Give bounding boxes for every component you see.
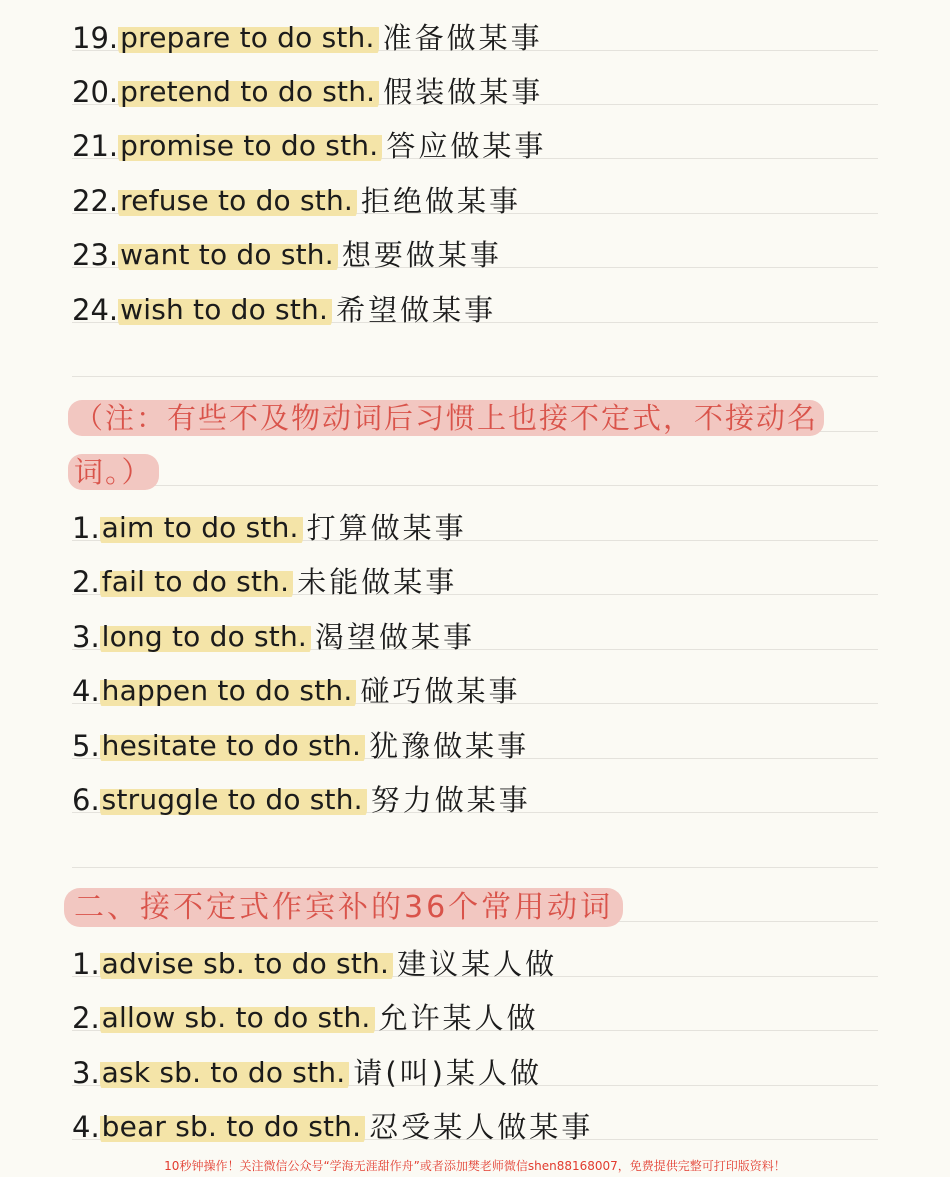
item-number: 4. bbox=[72, 1110, 100, 1144]
chinese-meaning: 建议某人做 bbox=[397, 947, 558, 981]
list-item bbox=[72, 12, 543, 58]
item-number: 21. bbox=[72, 129, 119, 163]
english-phrase: wish to do sth. bbox=[118, 290, 332, 330]
list-item bbox=[72, 1101, 593, 1147]
english-phrase: allow sb. to do sth. bbox=[100, 998, 375, 1038]
list-item bbox=[72, 774, 531, 820]
item-number: 22. bbox=[72, 184, 119, 218]
note-text: （注：有些不及物动词后习惯上也接不定式，不接动名 bbox=[68, 400, 824, 436]
section-heading bbox=[64, 886, 623, 930]
chinese-meaning: 未能做某事 bbox=[297, 565, 458, 599]
ruled-line bbox=[72, 376, 878, 377]
chinese-meaning: 请(叫)某人做 bbox=[353, 1056, 542, 1090]
chinese-meaning: 拒绝做某事 bbox=[361, 184, 522, 218]
list-item bbox=[72, 502, 467, 548]
english-phrase: pretend to do sth. bbox=[118, 72, 379, 112]
list-item bbox=[72, 66, 543, 112]
chinese-meaning: 希望做某事 bbox=[336, 293, 497, 327]
english-phrase: aim to do sth. bbox=[100, 508, 303, 548]
chinese-meaning: 允许某人做 bbox=[378, 1001, 539, 1035]
item-number: 19. bbox=[72, 21, 119, 55]
section-heading-text: 二、接不定式作宾补的36个常用动词 bbox=[64, 888, 623, 927]
item-number: 20. bbox=[72, 75, 119, 109]
english-phrase: hesitate to do sth. bbox=[100, 726, 365, 766]
list-item bbox=[72, 992, 539, 1038]
list-item bbox=[72, 229, 502, 275]
list-item bbox=[72, 665, 520, 711]
list-item bbox=[72, 611, 475, 657]
note-line-2 bbox=[68, 452, 159, 492]
footer-note: 10秒钟操作！关注微信公众号“学海无涯甜作舟”或者添加樊老师微信shen88168007，免费提供完整可打印版资料！ bbox=[164, 1159, 786, 1173]
ruled-line bbox=[72, 867, 878, 868]
item-number: 4. bbox=[72, 674, 100, 708]
english-phrase: struggle to do sth. bbox=[100, 780, 367, 820]
english-phrase: promise to do sth. bbox=[118, 126, 382, 166]
item-number: 3. bbox=[72, 1056, 100, 1090]
english-phrase: bear sb. to do sth. bbox=[100, 1107, 366, 1147]
list-item bbox=[72, 175, 521, 221]
list-item bbox=[72, 938, 557, 984]
note-text: 词。） bbox=[68, 454, 159, 490]
item-number: 2. bbox=[72, 1001, 100, 1035]
chinese-meaning: 渴望做某事 bbox=[315, 620, 476, 654]
english-phrase: refuse to do sth. bbox=[118, 181, 357, 221]
chinese-meaning: 努力做某事 bbox=[370, 783, 531, 817]
list-item bbox=[72, 120, 546, 166]
chinese-meaning: 假装做某事 bbox=[383, 75, 544, 109]
list-item bbox=[72, 284, 496, 330]
item-number: 23. bbox=[72, 238, 119, 272]
item-number: 6. bbox=[72, 783, 100, 817]
ruled-line bbox=[72, 485, 878, 486]
english-phrase: ask sb. to do sth. bbox=[100, 1053, 350, 1093]
chinese-meaning: 犹豫做某事 bbox=[369, 729, 530, 763]
item-number: 24. bbox=[72, 293, 119, 327]
item-number: 2. bbox=[72, 565, 100, 599]
list-item bbox=[72, 1047, 542, 1093]
list-item bbox=[72, 720, 529, 766]
item-number: 3. bbox=[72, 620, 100, 654]
item-number: 5. bbox=[72, 729, 100, 763]
chinese-meaning: 答应做某事 bbox=[386, 129, 547, 163]
english-phrase: long to do sth. bbox=[100, 617, 311, 657]
english-phrase: happen to do sth. bbox=[100, 671, 357, 711]
english-phrase: advise sb. to do sth. bbox=[100, 944, 393, 984]
chinese-meaning: 碰巧做某事 bbox=[360, 674, 521, 708]
chinese-meaning: 打算做某事 bbox=[306, 511, 467, 545]
item-number: 1. bbox=[72, 947, 100, 981]
list-item bbox=[72, 556, 457, 602]
item-number: 1. bbox=[72, 511, 100, 545]
chinese-meaning: 忍受某人做某事 bbox=[369, 1110, 594, 1144]
note-line-1 bbox=[68, 398, 824, 438]
english-phrase: fail to do sth. bbox=[100, 562, 294, 602]
english-phrase: prepare to do sth. bbox=[118, 18, 378, 58]
chinese-meaning: 想要做某事 bbox=[341, 238, 502, 272]
english-phrase: want to do sth. bbox=[118, 235, 338, 275]
chinese-meaning: 准备做某事 bbox=[382, 21, 543, 55]
